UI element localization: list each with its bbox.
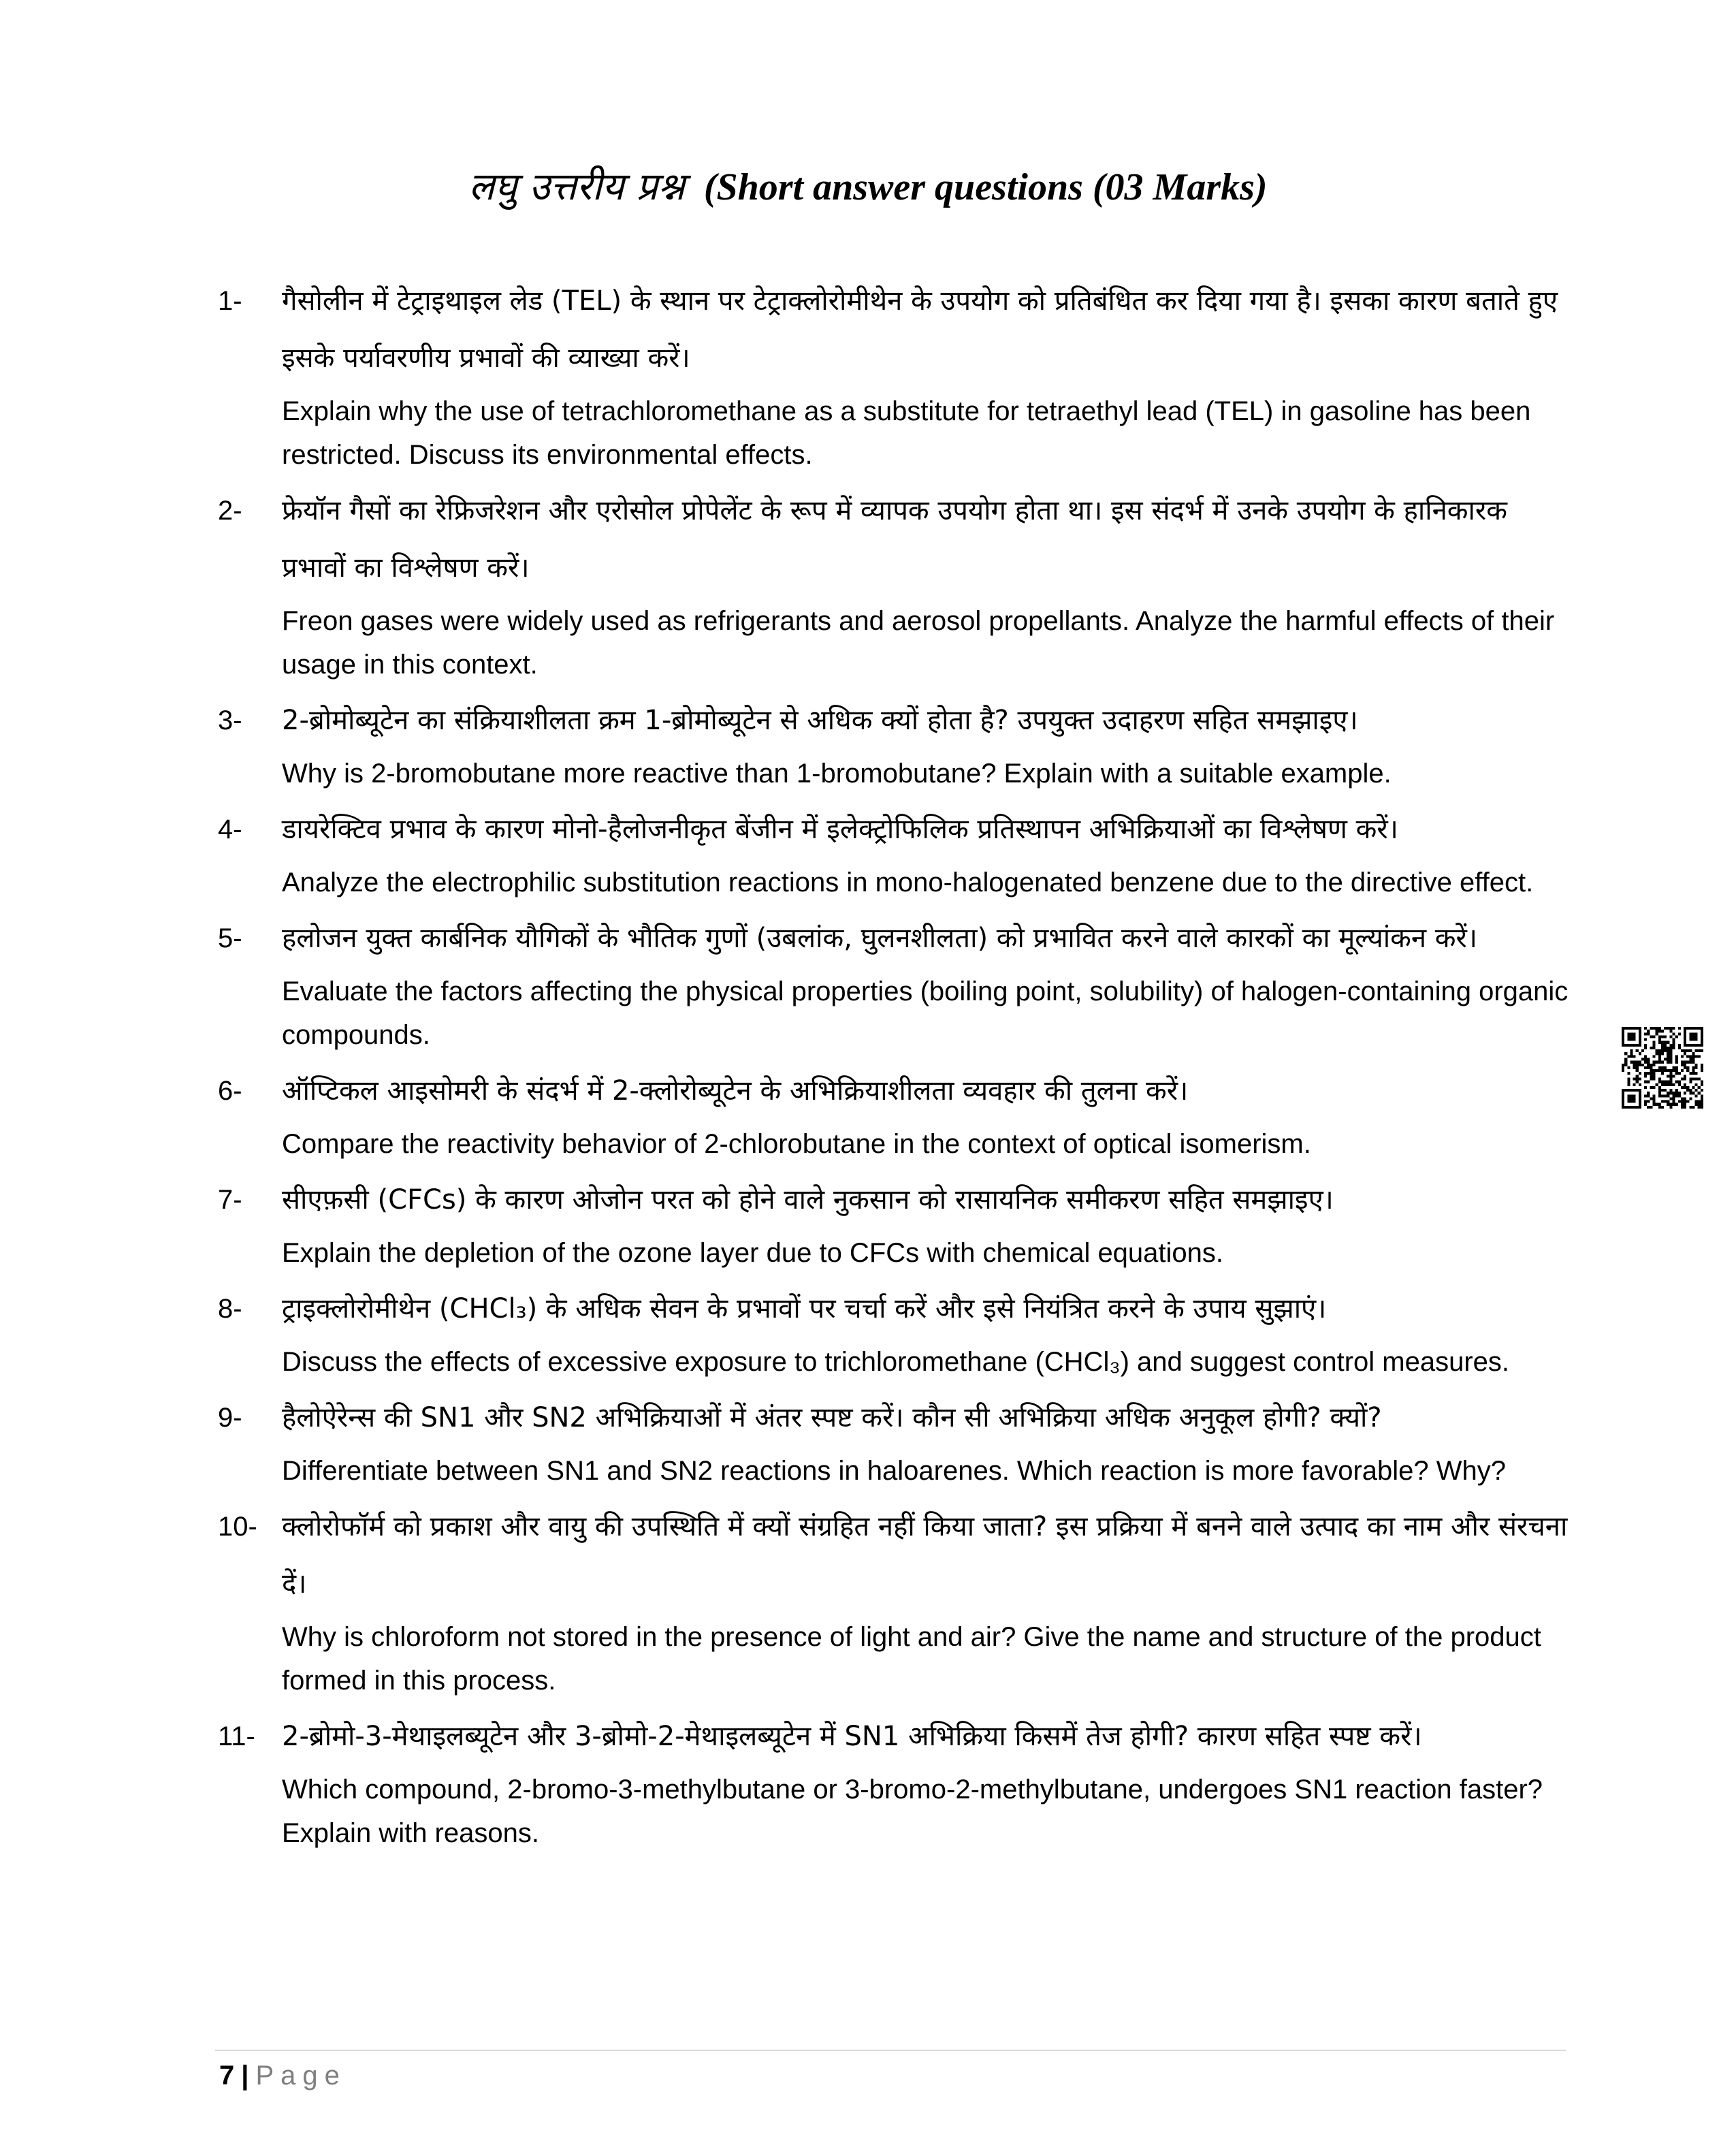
question-number: 3-	[218, 705, 242, 735]
question-hindi: ऑप्टिकल आइसोमरी के संदर्भ में 2-क्लोरोब्यूटेन के अभिक्रियाशीलता व्यवहार की तुलना करें।	[282, 1075, 1189, 1107]
question-number: 6-	[218, 1076, 242, 1106]
question-item	[218, 482, 1579, 686]
question-item	[218, 1708, 1579, 1855]
question-hindi: 2-ब्रोमोब्यूटेन का संक्रियाशीलता क्रम 1-ब्रोमोब्यूटेन से अधिक क्यों होता है? उपयुक्त उदाहरण सहित समझाइए।	[282, 705, 1358, 736]
question-number: 11-	[218, 1721, 255, 1751]
question-number: 10-	[218, 1512, 257, 1542]
question-english: Explain the depletion of the ozone layer due to CFCs with chemical equations.	[282, 1238, 1224, 1268]
question-english: Explain why the use of tetrachloromethane as a substitute for tetraethyl lead (TEL) in gasoline has been restricted. Discuss its environmental effects.	[282, 396, 1531, 470]
question-number: 5-	[218, 923, 242, 953]
question-hindi: गैसोलीन में टेट्राइथाइल लेड (TEL) के स्थान पर टेट्राक्लोरोमीथेन के उपयोग को प्रतिबंधित कर दिया गया है। इसका कारण बताते हुए इसके पर्यावरणीय प्रभावों की व्याख्या करें।	[282, 285, 1558, 374]
question-number: 8-	[218, 1294, 242, 1324]
question-hindi: फ्रेयॉन गैसों का रेफ्रिजरेशन और एरोसोल प्रोपेलेंट के रूप में व्यापक उपयोग होता था। इस संदर्भ में उनके उपयोग के हानिकारक प्रभावों का विश्लेषण करें।	[282, 495, 1507, 584]
question-english: Freon gases were widely used as refrigerants and aerosol propellants. Analyze the harmful effects of their usage in this context.	[282, 606, 1555, 680]
question-english: Differentiate between SN1 and SN2 reactions in haloarenes. Which reaction is more favorable? Why?	[282, 1456, 1506, 1486]
page-number: 7	[219, 2061, 235, 2091]
question-item	[218, 1498, 1579, 1702]
question-english: Compare the reactivity behavior of 2-chlorobutane in the context of optical isomerism.	[282, 1129, 1311, 1159]
page-footer	[219, 2055, 347, 2096]
question-number: 4-	[218, 814, 242, 844]
question-hindi: सीएफ़सी (CFCs) के कारण ओजोन परत को होने वाले नुकसान को रासायनिक समीकरण सहित समझाइए।	[282, 1184, 1334, 1216]
question-list	[218, 272, 1579, 1860]
question-english: Why is 2-bromobutane more reactive than 1-bromobutane? Explain with a suitable example.	[282, 759, 1392, 789]
question-hindi: हैलोऐरेन्स की SN1 और SN2 अभिक्रियाओं में अंतर स्पष्ट करें। कौन सी अभिक्रिया अधिक अनुकूल होगी? क्यों?	[282, 1402, 1382, 1433]
question-item	[218, 1389, 1579, 1493]
question-english: Discuss the effects of excessive exposure to trichloromethane (CHCl₃) and suggest control measures.	[282, 1347, 1510, 1377]
question-item	[218, 1062, 1579, 1166]
question-hindi: 2-ब्रोमो-3-मेथाइलब्यूटेन और 3-ब्रोमो-2-मेथाइलब्यूटेन में SN1 अभिक्रिया किसमें तेज होगी? कारण सहित स्पष्ट करें।	[282, 1721, 1422, 1752]
question-item	[218, 910, 1579, 1057]
page-title	[0, 160, 1736, 214]
question-english: Analyze the electrophilic substitution reactions in mono-halogenated benzene due to the directive effect.	[282, 868, 1534, 897]
question-hindi: क्लोरोफॉर्म को प्रकाश और वायु की उपस्थिति में क्यों संग्रहित नहीं किया जाता? इस प्रक्रिया में बनने वाले उत्पाद का नाम और संरचना दें।	[282, 1511, 1568, 1600]
question-hindi: डायरेक्टिव प्रभाव के कारण मोनो-हैलोजनीकृत बेंजीन में इलेक्ट्रोफिलिक प्रतिस्थापन अभिक्रियाओं का विश्लेषण करें।	[282, 814, 1398, 845]
question-item	[218, 272, 1579, 477]
footer-separator: |	[241, 2061, 249, 2091]
title-english: (Short answer questions (03 Marks)	[703, 166, 1268, 208]
question-number: 7-	[218, 1185, 242, 1215]
footer-divider	[215, 2050, 1566, 2051]
question-number: 1-	[218, 286, 242, 316]
question-english: Evaluate the factors affecting the physical properties (boiling point, solubility) of halogen-containing organic compounds.	[282, 976, 1569, 1050]
question-english: Why is chloroform not stored in the presence of light and air? Give the name and structure of the product formed in this process.	[282, 1622, 1541, 1696]
qr-code-icon	[1622, 1027, 1703, 1109]
question-hindi: हलोजन युक्त कार्बनिक यौगिकों के भौतिक गुणों (उबलांक, घुलनशीलता) को प्रभावित करने वाले कारकों का मूल्यांकन करें।	[282, 923, 1478, 954]
question-number: 2-	[218, 496, 242, 526]
page-label: Page	[255, 2061, 347, 2091]
question-item	[218, 692, 1579, 795]
title-hindi: लघु उत्तरीय प्रश्न	[468, 165, 685, 209]
question-hindi: ट्राइक्लोरोमीथेन (CHCl₃) के अधिक सेवन के प्रभावों पर चर्चा करें और इसे नियंत्रित करने के उपाय सुझाएं।	[282, 1293, 1327, 1324]
question-english: Which compound, 2-bromo-3-methylbutane or 3-bromo-2-methylbutane, undergoes SN1 reaction faster? Explain with reasons.	[282, 1775, 1543, 1848]
question-item	[218, 801, 1579, 904]
question-item	[218, 1171, 1579, 1275]
question-number: 9-	[218, 1403, 242, 1433]
question-item	[218, 1280, 1579, 1384]
